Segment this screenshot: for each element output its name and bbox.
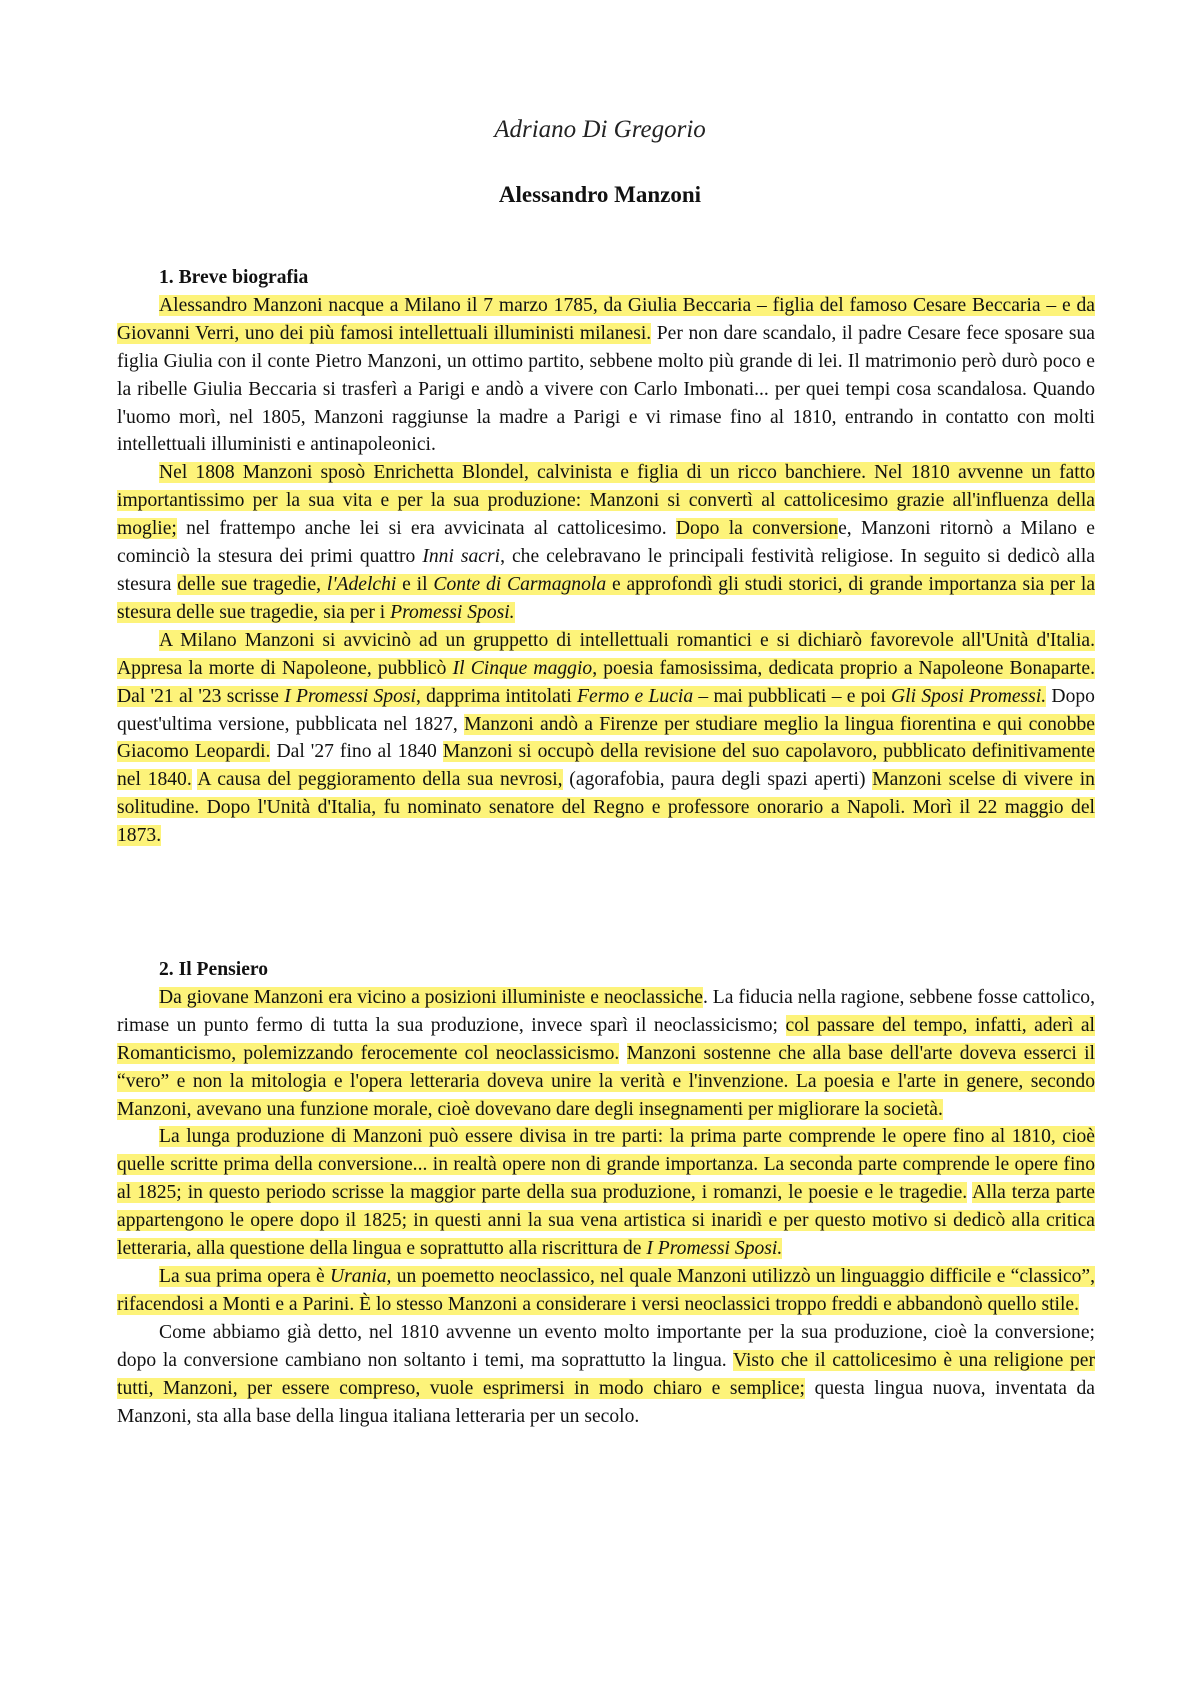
author-name: Adriano Di Gregorio bbox=[494, 116, 706, 143]
paragraph bbox=[117, 984, 1095, 1124]
highlighted-text: La sua prima opera è bbox=[159, 1265, 330, 1287]
italic-text: Gli Sposi Promessi. bbox=[891, 685, 1047, 707]
highlighted-text: Manzoni sostenne che alla base dell'arte doveva esserci il “vero” e non la mitologia e l'opera letteraria doveva unire la verità e l'invenzione. La poesia e l'arte in genere, secondo Manzoni, avevano una funzione morale, cioè dovevano dare degli insegnamenti per migliorare la società. bbox=[117, 1042, 1096, 1120]
text-run: Per non dare scandalo, il padre Cesare fece sposare sua figlia Giulia con il conte Pietro Manzoni, un ottimo partito, sebbene molto più grande di lei. Il matrimonio però durò poco e la ribelle Giulia Beccaria si trasferì a Parigi e andò a vivere con Carlo Imbonati... per quei tempi cosa scandalosa. Quando l'uomo morì, nel 1805, Manzoni raggiunse la madre a Parigi e vi rimase fino al 1810, entrando in contatto con molti intellettuali illuministi e antinapoleonici. bbox=[117, 322, 1095, 456]
highlighted-text: Dopo la conversion bbox=[675, 518, 839, 540]
highlighted-text: Manzoni si occupò della revisione del suo capolavoro, pubblicato definitivamente nel 1840. bbox=[117, 741, 1095, 791]
highlighted-text: e il bbox=[396, 573, 434, 595]
paragraph bbox=[117, 459, 1095, 626]
highlighted-text: Visto che il cattolicesimo è una religione per tutti, Manzoni, per essere compreso, vuole esprimersi in modo chiaro e semplice; bbox=[117, 1349, 1096, 1399]
paragraph bbox=[117, 292, 1095, 459]
italic-text: Il Cinque maggio bbox=[452, 657, 593, 679]
highlighted-text: La lunga produzione di Manzoni può essere divisa in tre parti: la prima parte comprende le opere fino al 1810, cioè quelle scritte prima della conversione... in realtà opere non di grande importanza. La seconda parte comprende le opere fino al 1825; in questo periodo scrisse la maggior parte della sua produzione, i romanzi, le poesie e le tragedie. bbox=[117, 1126, 1095, 1204]
text-run: (agorafobia, paura degli spazi aperti) bbox=[562, 769, 873, 791]
text-run bbox=[619, 1043, 626, 1064]
section-heading: 2. Il Pensiero bbox=[159, 959, 269, 980]
document-title: Alessandro Manzoni bbox=[498, 182, 702, 207]
highlighted-text: Manzoni andò a Firenze per studiare meglio la lingua fiorentina e qui conobbe Giacomo Leopardi. bbox=[117, 713, 1096, 763]
text-run: nel frattempo anche lei si era avvicinata al cattolicesimo. bbox=[176, 518, 676, 540]
highlighted-text: Dal '21 al '23 scrisse bbox=[117, 685, 285, 707]
highlighted-text: Nel 1808 Manzoni sposò Enrichetta Blondel, calvinista e figlia di un ricco banchiere. Nel 1810 avvenne un fatto importantissimo per la sua vita e per la sua produzione: Manzoni si convertì al cattolicesimo grazie all'influenza della moglie; bbox=[117, 462, 1095, 540]
text-run: questa lingua nuova, inventata da Manzoni, sta alla base della lingua italiana letteraria per un secolo. bbox=[117, 1377, 1095, 1427]
highlighted-text: Manzoni scelse di vivere in solitudine. Dopo l'Unità d'Italia, fu nominato senatore del Regno e professore onorario a Napoli. Morì il 22 maggio del 1873. bbox=[117, 769, 1095, 847]
highlighted-text: un poemetto neoclassico, nel quale Manzoni utilizzò un linguaggio difficile e “classico”, rifacendosi a Monti e a Parini. È lo stesso Manzoni a considerare i versi neoclassici troppo freddi e abbandonò quello stile. bbox=[117, 1265, 1096, 1315]
highlighted-text: delle sue tragedie, bbox=[177, 573, 327, 595]
paragraph bbox=[117, 627, 1095, 850]
italic-text: Inni sacri bbox=[422, 546, 501, 568]
italic-text: I Promessi Sposi bbox=[284, 685, 416, 707]
section-heading: 1. Breve biografia bbox=[159, 267, 309, 288]
highlighted-text: A causa del peggioramento della sua nevrosi, bbox=[197, 769, 563, 791]
highlighted-text: col passare del tempo, infatti, aderì al Romanticismo, polemizzando ferocemente col neoclassicismo. bbox=[117, 1014, 1096, 1064]
text-run: e, Manzoni ritornò a Milano e cominciò la stesura dei primi quattro bbox=[117, 518, 1095, 568]
text-run: . La fiducia nella ragione, sebbene fosse cattolico, rimase un punto fermo di tutta la sua produzione, invece sparì il neoclassicismo; bbox=[117, 986, 1095, 1036]
text-run: Come abbiamo già detto, nel 1810 avvenne un evento molto importante per la sua produzione, cioè la conversione; dopo la conversione cambiano non soltanto i temi, ma soprattutto la lingua. bbox=[117, 1321, 1095, 1371]
italic-text: Conte di Carmagnola bbox=[433, 573, 607, 595]
italic-text: I Promessi Sposi. bbox=[646, 1238, 783, 1260]
highlighted-text: Alessandro Manzoni nacque a Milano il 7 marzo 1785, da Giulia Beccaria – figlia del famoso Cesare Beccaria – e da Giovanni Verri, uno dei più famosi intellettuali illuministi milanesi. bbox=[117, 294, 1095, 344]
section-biography bbox=[117, 264, 1095, 850]
italic-text: Promessi Sposi. bbox=[390, 601, 515, 623]
highlighted-text: , dapprima intitolati bbox=[415, 685, 578, 707]
italic-text: Fermo e Lucia bbox=[577, 685, 694, 707]
text-run: Dopo quest'ultima versione, pubblicata nel 1827, bbox=[117, 685, 1095, 735]
highlighted-text: e approfondì gli studi storici, di grande importanza sia per la stesura delle sue tragedie, sia per i bbox=[117, 573, 1096, 623]
italic-text: Urania, bbox=[329, 1265, 392, 1287]
highlighted-text: , poesia famosissima, dedicata proprio a Napoleone Bonaparte. bbox=[592, 657, 1095, 679]
section-thought bbox=[117, 956, 1095, 1430]
highlighted-text: Da giovane Manzoni era vicino a posizioni illuministe e neoclassiche bbox=[159, 986, 703, 1008]
paragraph bbox=[117, 1123, 1095, 1263]
highlighted-text: – mai pubblicati – e poi bbox=[693, 685, 892, 707]
italic-text: l'Adelchi bbox=[326, 573, 397, 595]
text-run: , che celebravano le principali festività religiose. In seguito si dedicò alla stesura bbox=[117, 546, 1095, 595]
highlighted-text: Alla terza parte appartengono le opere dopo il 1825; in questi anni la sua vena artistica si inaridì e per questo motivo si dedicò alla critica letteraria, alla questione della lingua e soprattutto alla riscrittura de bbox=[117, 1182, 1095, 1260]
paragraph bbox=[117, 1319, 1095, 1431]
highlighted-text: A Milano Manzoni si avvicinò ad un gruppetto di intellettuali romantici e si dichiarò favorevole all'Unità d'Italia. Appresa la morte di Napoleone, pubblicò bbox=[117, 629, 1095, 679]
paragraph bbox=[117, 1263, 1095, 1319]
text-run: Dal '27 fino al 1840 bbox=[270, 741, 443, 763]
